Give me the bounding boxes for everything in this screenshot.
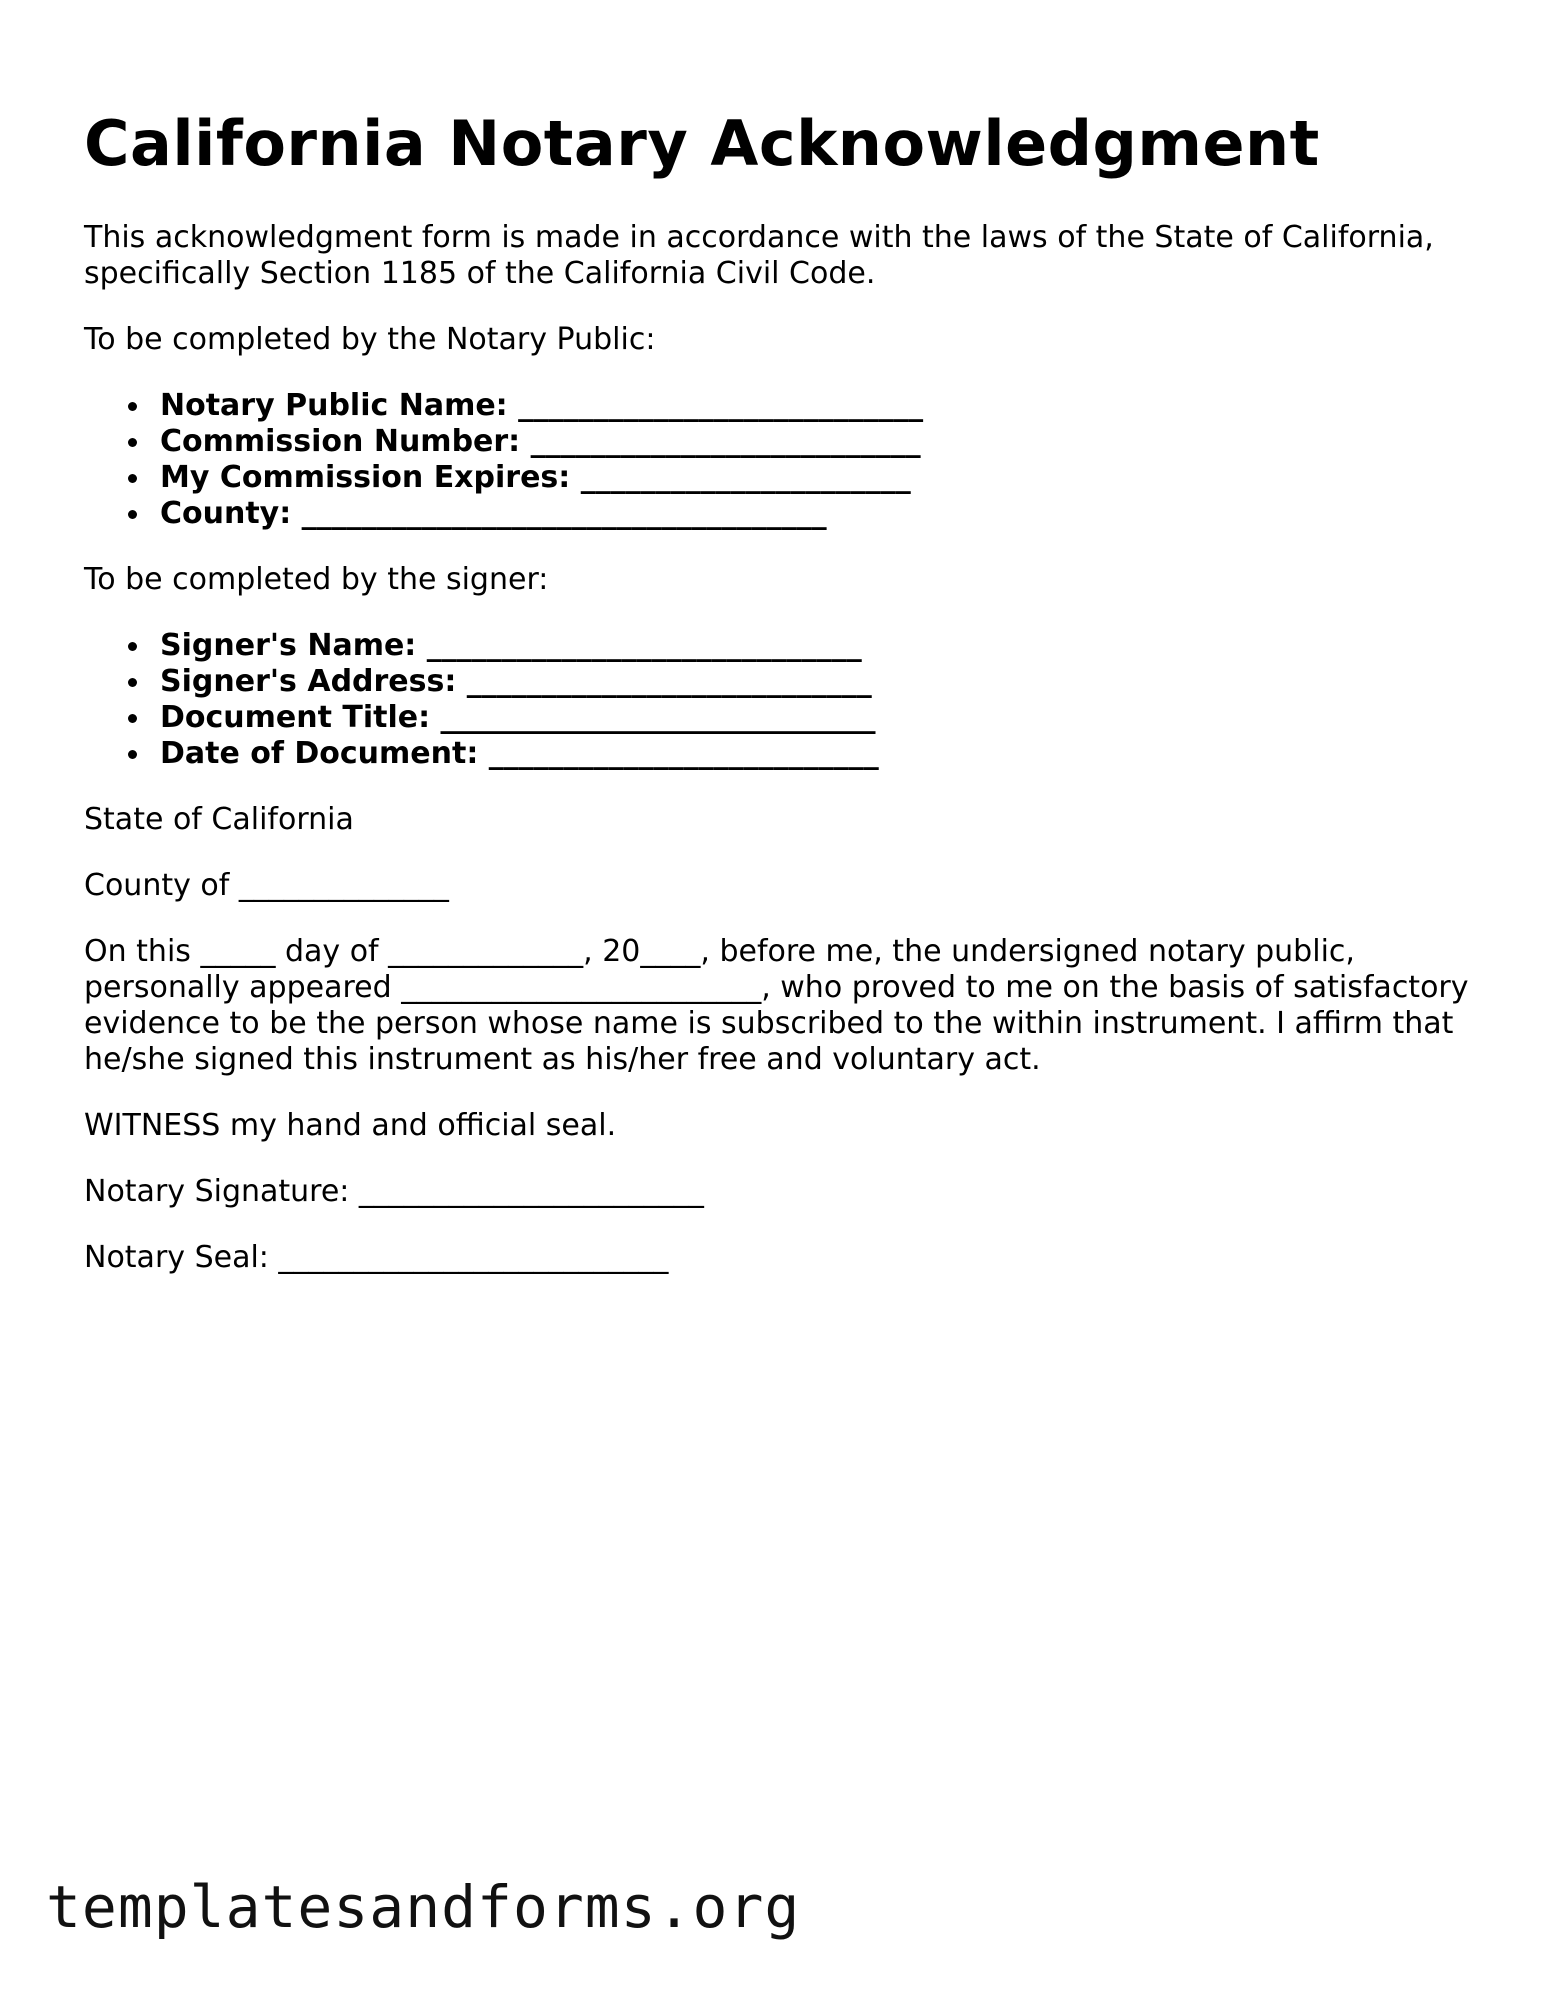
watermark: templatesandforms.org [46, 1873, 801, 1941]
document-title-field[interactable]: Document Title: _____________________________ [160, 700, 1484, 736]
document-title: California Notary Acknowledgment [84, 107, 1320, 180]
notary-section-heading: To be completed by the Notary Public: [84, 322, 656, 357]
signer-name-field[interactable]: Signer's Name: _____________________________ [160, 628, 1484, 664]
notary-fields-list [84, 388, 1484, 532]
signer-fields-list [84, 628, 1484, 772]
signer-section-heading: To be completed by the signer: [84, 562, 549, 597]
state-line: State of California [84, 802, 354, 837]
witness-line: WITNESS my hand and official seal. [84, 1108, 617, 1143]
notary-public-name-field[interactable]: Notary Public Name: ___________________________ [160, 388, 1484, 424]
signer-address-field[interactable]: Signer's Address: ___________________________ [160, 664, 1484, 700]
date-of-document-field[interactable]: Date of Document: __________________________ [160, 736, 1484, 772]
document-page [84, 100, 1484, 1306]
county-line[interactable]: County of ______________ [84, 868, 449, 903]
county-field[interactable]: County: ___________________________________ [160, 496, 1484, 532]
notary-seal-line[interactable]: Notary Seal: __________________________ [84, 1240, 669, 1275]
acknowledgment-paragraph[interactable]: On this _____ day of _____________, 20____, before me, the undersigned notary public, personally appeared ________________________, who proved to me on the basis of satisfactory evidence to be the person whose name is subscribed to the within instrument. I affirm that he/she signed this instrument as his/her free and voluntary act. [84, 934, 1479, 1077]
notary-signature-line[interactable]: Notary Signature: _______________________ [84, 1174, 704, 1209]
commission-number-field[interactable]: Commission Number: __________________________ [160, 424, 1484, 460]
intro-paragraph: This acknowledgment form is made in accordance with the laws of the State of California, specifically Section 1185 of the California Civil Code. [84, 220, 1444, 291]
commission-expires-field[interactable]: My Commission Expires: ______________________ [160, 460, 1484, 496]
